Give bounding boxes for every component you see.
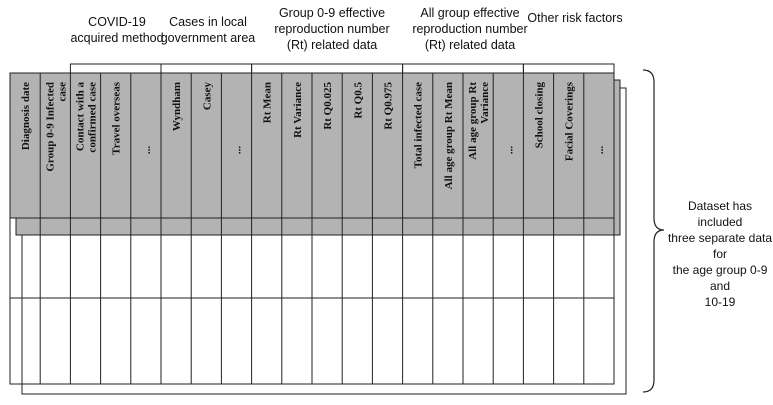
column-header-label: ... [231,145,244,155]
column-header-label: Total infected case [412,82,425,169]
column-header-label: All age group Rt [467,82,480,160]
column-header-label: Casey [201,82,214,111]
group-label-other-risk-factors: Other risk factors [527,11,623,25]
group-label-group-0-9-rt: Group 0-9 effective reproduction number (Rt) related data [274,6,390,52]
column-header-label: Rt Variance [291,82,304,138]
dataset-note: Dataset has included three separate data for the age group 0-9 and 10-19 [667,199,773,309]
column-header-label: Rt Q0.975 [382,82,395,130]
column-header-label: ... [503,145,516,155]
column-header-label: ... [140,145,153,155]
group-bracket [403,64,524,73]
group-bracket [161,64,252,73]
column-header-label: Facial Coverings [563,82,576,162]
column-header-label: Rt Mean [261,82,274,124]
column-header-label: Wyndham [171,82,184,132]
column-header-label: Rt Q0.025 [322,82,335,130]
group-brackets [70,64,614,73]
table-grid [10,73,614,384]
column-header-label: ... [593,145,606,155]
column-header-label: case [56,82,69,102]
column-header-label: Travel overseas [110,82,123,155]
column-header-label: All age group Rt Mean [442,82,455,190]
right-curly-brace [643,70,664,392]
group-label-covid-acquired-method: COVID-19 acquired method [70,15,164,45]
column-header-label: Diagnosis date [20,82,33,151]
column-header-label: Rt Q0.5 [352,82,365,119]
column-header-label: Contact with a [74,82,87,152]
column-header-label: School closing [533,82,546,149]
group-label-local-government-area: Cases in local government area [160,15,256,45]
group-bracket [252,64,403,73]
group-label-all-group-rt: All group effective reproduction number (Rt) related data [412,6,528,52]
column-header-label: Group 0-9 Infected [44,82,57,172]
column-header-label: Variance [479,82,492,124]
group-bracket [523,64,614,73]
group-bracket [70,64,161,73]
column-header-label: confirmed case [86,82,99,153]
